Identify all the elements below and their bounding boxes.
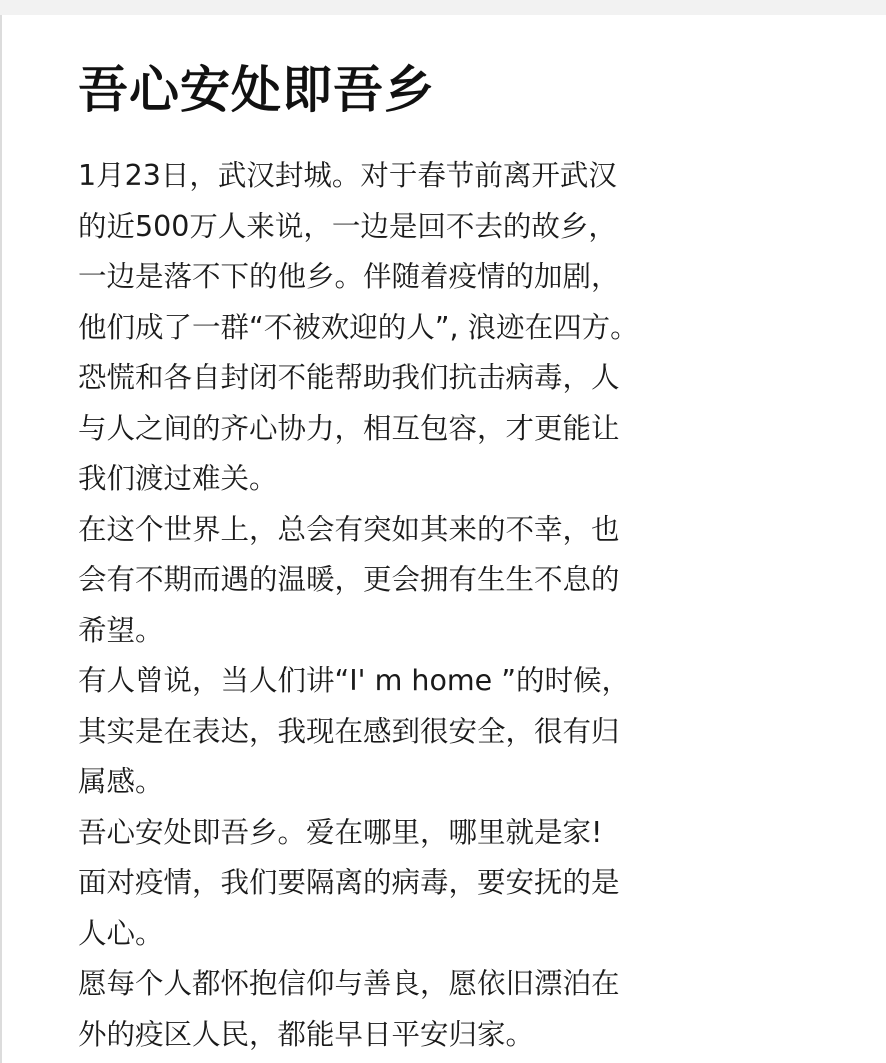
body-line: 与人之间的齐心协力，相互包容，才更能让	[78, 411, 620, 445]
body-line: 吾心安处即吾乡。爱在哪里，哪里就是家!	[78, 815, 603, 849]
top-band	[0, 0, 886, 15]
body-line: 在这个世界上，总会有突如其来的不幸，也	[78, 512, 620, 546]
body-line: 愿每个人都怀抱信仰与善良，愿依旧漂泊在	[78, 967, 620, 1000]
body-line: 属感。	[78, 765, 164, 798]
body-line: 面对疫情，我们要隔离的病毒，要安抚的是	[78, 866, 620, 899]
body-line: 人心。	[78, 916, 164, 950]
body-line: 我们渡过难关。	[78, 462, 278, 495]
body-line: 有人曾说，当人们讲“I' m home ”的时候，	[78, 664, 631, 697]
body-line: 1月23日，武汉封城。对于春节前离开武汉	[78, 159, 617, 192]
body-line: 外的疫区人民，都能早日平安归家。	[78, 1017, 535, 1051]
body-line: 的近500万人来说，一边是回不去的故乡，	[78, 209, 617, 243]
article-body	[78, 151, 818, 1060]
body-line: 一边是落不下的他乡。伴随着疫情的加剧，	[78, 260, 620, 293]
body-line: 恐慌和各自封闭不能帮助我们抗击病毒，人	[78, 361, 620, 394]
body-line: 其实是在表达，我现在感到很安全，很有归	[78, 714, 620, 748]
body-line: 会有不期而遇的温暖，更会拥有生生不息的	[78, 563, 620, 596]
body-line: 他们成了一群“不被欢迎的人”, 浪迹在四方。	[78, 310, 639, 344]
article-card	[0, 15, 886, 1063]
article-title: 吾心安处即吾乡	[78, 61, 435, 119]
body-line: 希望。	[78, 613, 164, 647]
